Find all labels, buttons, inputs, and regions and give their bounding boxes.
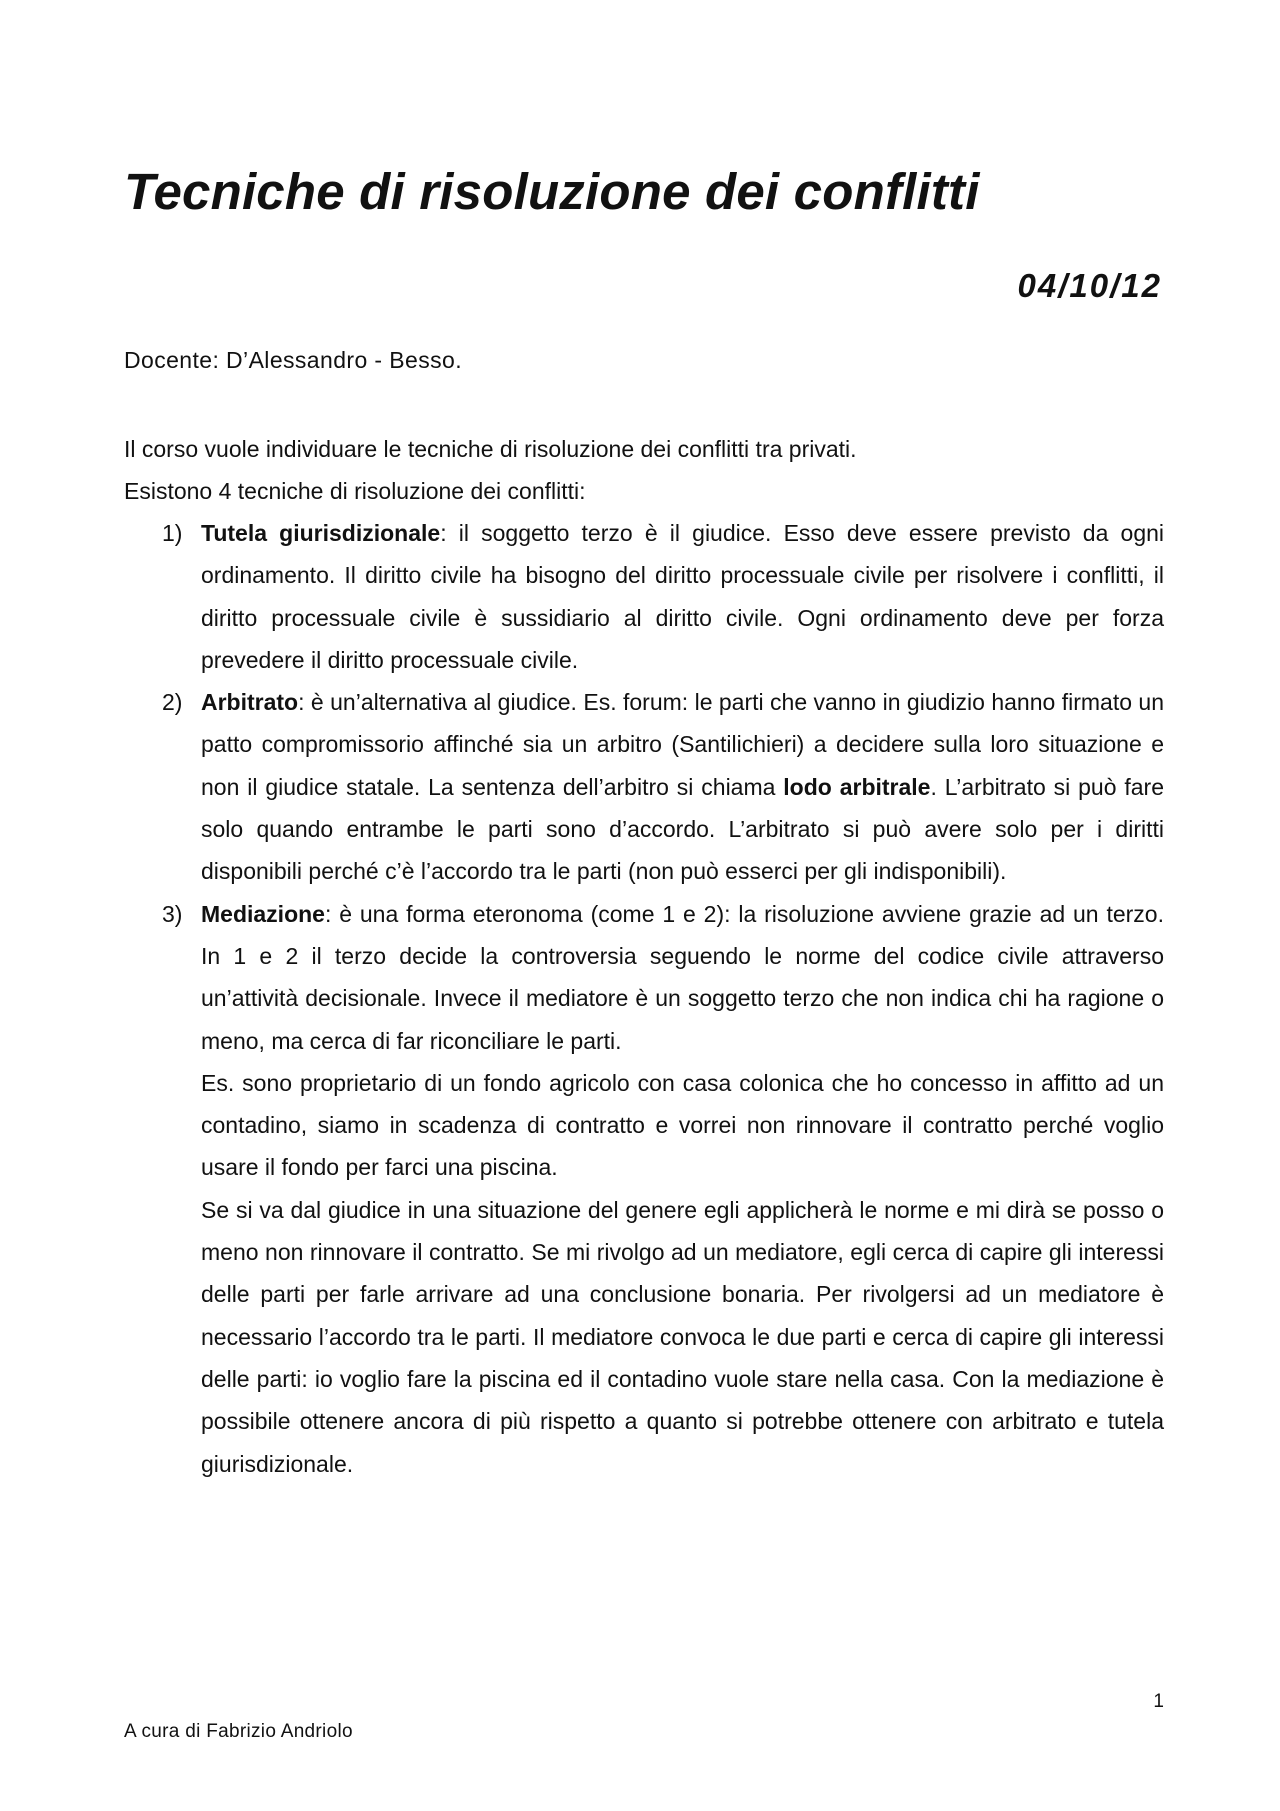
list-item: [124, 681, 1164, 892]
technique-description: : è una forma eteronoma (come 1 e 2): la risoluzione avviene grazie ad un terzo. In 1 e 2 il terzo decide la controversia seguendo le norme del codice civile attraverso un’attività decisionale. Invece il mediatore è un soggetto terzo che non indica chi ha ragione o meno, ma cerca di far riconciliare le parti.: [201, 900, 1164, 1054]
technique-term: Mediazione: [201, 900, 325, 927]
list-item: [124, 512, 1164, 681]
footer-author: A cura di Fabrizio Andriolo: [124, 1721, 353, 1742]
list-item-number: 2): [162, 689, 183, 716]
teacher-line: Docente: D’Alessandro - Besso.: [124, 347, 462, 373]
intro-section: [124, 428, 1164, 512]
page-number: 1: [1153, 1691, 1164, 1712]
technique-description-continued: . L’arbitrato si può fare solo quando entrambe le parti sono d’accordo. L’arbitrato si può avere solo per i diritti disponibili perché c’è l’accordo tra le parti (non può esserci per gli indisponibili).: [201, 773, 1164, 885]
technique-description: : è un’alternativa al giudice. Es. forum: le parti che vanno in giudizio hanno firmato un patto compromissorio affinché sia un arbitro (Santilichieri) a decidere sulla loro situazione e non il giudice statale. La sentenza dell’arbitro si chiama: [201, 689, 1164, 800]
list-item-text: [201, 893, 1164, 1062]
key-term: lodo arbitrale: [783, 773, 931, 800]
followup-paragraph: Se si va dal giudice in una situazione del genere egli applicherà le norme e mi dirà se posso o meno non rinnovare il contratto. Se mi rivolgo ad un mediatore, egli cerca di capire gli interessi delle parti per farle arrivare ad una conclusione bonaria. Per rivolgersi ad un mediatore è necessario l’accordo tra le parti. Il mediatore convoca le due parti e cerca di capire gli interessi delle parti: io voglio fare la piscina ed il contadino vuole stare nella casa. Con la mediazione è possibile ottenere ancora di più rispetto a quanto si potrebbe ottenere con arbitrato e tutela giurisdizionale.: [201, 1196, 1164, 1477]
list-item-text: [201, 681, 1164, 892]
intro-paragraph: Il corso vuole individuare le tecniche di risoluzione dei conflitti tra privati.: [124, 436, 857, 462]
intro-paragraph: Esistono 4 tecniche di risoluzione dei conflitti:: [124, 478, 586, 504]
techniques-list: [124, 512, 1164, 1485]
example-paragraph: Es. sono proprietario di un fondo agricolo con casa colonica che ho concesso in affitto ad un contadino, siamo in scadenza di contratto e vorrei non rinnovare il contratto perché voglio usare il fondo per farci una piscina.: [201, 1069, 1164, 1181]
list-item-text: [201, 512, 1164, 681]
list-item-number: 3): [162, 900, 183, 927]
lecture-date: 04/10/12: [1017, 267, 1162, 304]
technique-term: Arbitrato: [201, 689, 299, 716]
list-item-number: 1): [162, 520, 183, 546]
technique-term: Tutela giurisdizionale: [201, 520, 441, 546]
list-item: [124, 893, 1164, 1485]
technique-description: : il soggetto terzo è il giudice. Esso deve essere previsto da ogni ordinamento. Il diritto civile ha bisogno del diritto processuale civile per risolvere i conflitti, il diritto processuale civile è sussidiario al diritto civile. Ogni ordinamento deve per forza prevedere il diritto processuale civile.: [201, 520, 1165, 673]
document-title: Tecniche di risoluzione dei conflitti: [124, 163, 980, 220]
